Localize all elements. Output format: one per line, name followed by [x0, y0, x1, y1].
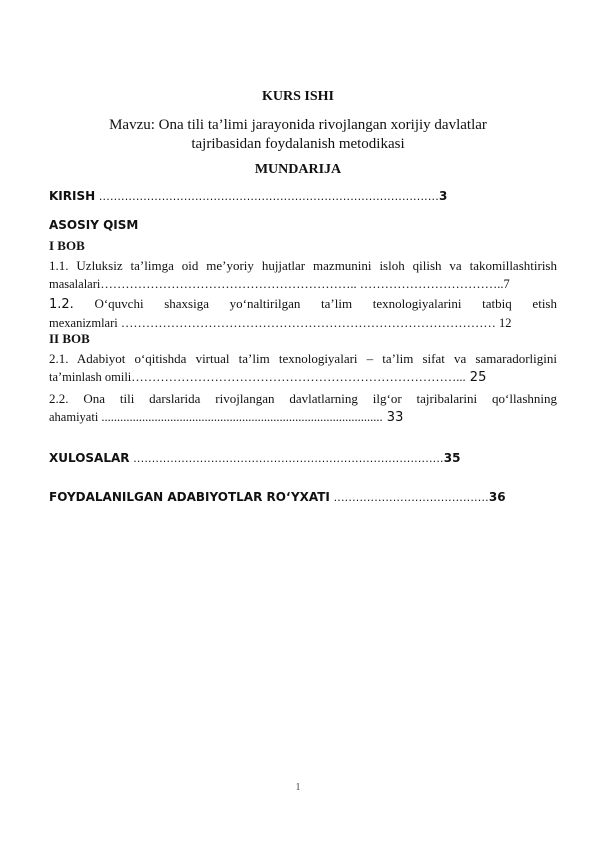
chapter-1-heading: I BOB: [49, 238, 85, 253]
page-number: 1: [295, 782, 301, 793]
toc-conclusion-label: XULOSALAR: [49, 451, 130, 465]
toc-entry-conclusion: [49, 451, 557, 465]
topic-line-1: Mavzu: Ona tili ta’limi jarayonida rivojlangan xorijiy davlatlar: [109, 117, 487, 133]
toc-entry-intro: [49, 189, 557, 203]
toc-2-1-line-2-text: ta’minlash omili……………………………………………………………………...: [49, 370, 466, 384]
main-part-heading: ASOSIY QISM: [49, 218, 139, 232]
toc-2-2-line-1: 2.2. Ona tili darslarida rivojlangan davlatlarning ilg‘or tajribalarini qo‘llashning: [49, 391, 557, 406]
toc-intro-page: 3: [438, 189, 448, 203]
toc-1-2-title: O‘quvchi shaxsiga yo‘naltirilgan ta’lim texnologiyalarini tatbiq etish: [73, 296, 557, 311]
toc-entry-1-1: [49, 256, 557, 294]
toc-2-2-line-2: [49, 408, 557, 427]
toc-entry-2-1: [49, 349, 557, 387]
toc-references-dots: ..........................................: [329, 491, 489, 504]
toc-intro-label: KIRISH: [49, 189, 96, 203]
toc-1-2-number: 1.2.: [49, 297, 74, 312]
toc-1-1-line-1: 1.1. Uzluksiz ta’limga oid me’yoriy hujjatlar mazmunini isloh qilish va takomillashtirish: [49, 258, 557, 273]
chapter-2-heading: II BOB: [49, 331, 90, 346]
document-title: KURS ISHI: [262, 89, 334, 104]
toc-2-1-page: 25: [465, 370, 487, 385]
toc-2-2-page: 33: [382, 410, 404, 425]
toc-1-1-line-2: masalalari…………………………………………………….. ……………………………..7: [49, 277, 510, 291]
toc-conclusion-dots: ....................................................................................: [129, 452, 444, 465]
topic-line-2: tajribasidan foydalanish metodikasi: [191, 136, 405, 152]
contents-heading: MUNDARIJA: [254, 162, 342, 177]
toc-1-2-line-2: mexanizmlari ……………………………………………………………………………… 12: [49, 316, 512, 330]
toc-entry-2-2: [49, 389, 557, 427]
toc-1-2-line-1: [49, 294, 557, 314]
topic: [0, 116, 596, 154]
toc-intro-dots: ............................................................................................: [95, 190, 439, 203]
toc-entry-references: [49, 490, 557, 504]
toc-entry-1-2: [49, 294, 557, 333]
toc-references-page: 36: [488, 490, 506, 504]
toc-references-label: FOYDALANILGAN ADABIYOTLAR RO‘YXATI: [49, 490, 330, 504]
toc-conclusion-page: 35: [443, 451, 461, 465]
toc-2-1-line-1: 2.1. Adabiyot o‘qitishda virtual ta’lim texnologiyalari – ta’lim sifat va samaradorligini: [49, 351, 557, 366]
toc-2-1-line-2: [49, 368, 557, 387]
toc-2-2-line-2-text: ahamiyati ..........................................................................................: [49, 410, 383, 424]
